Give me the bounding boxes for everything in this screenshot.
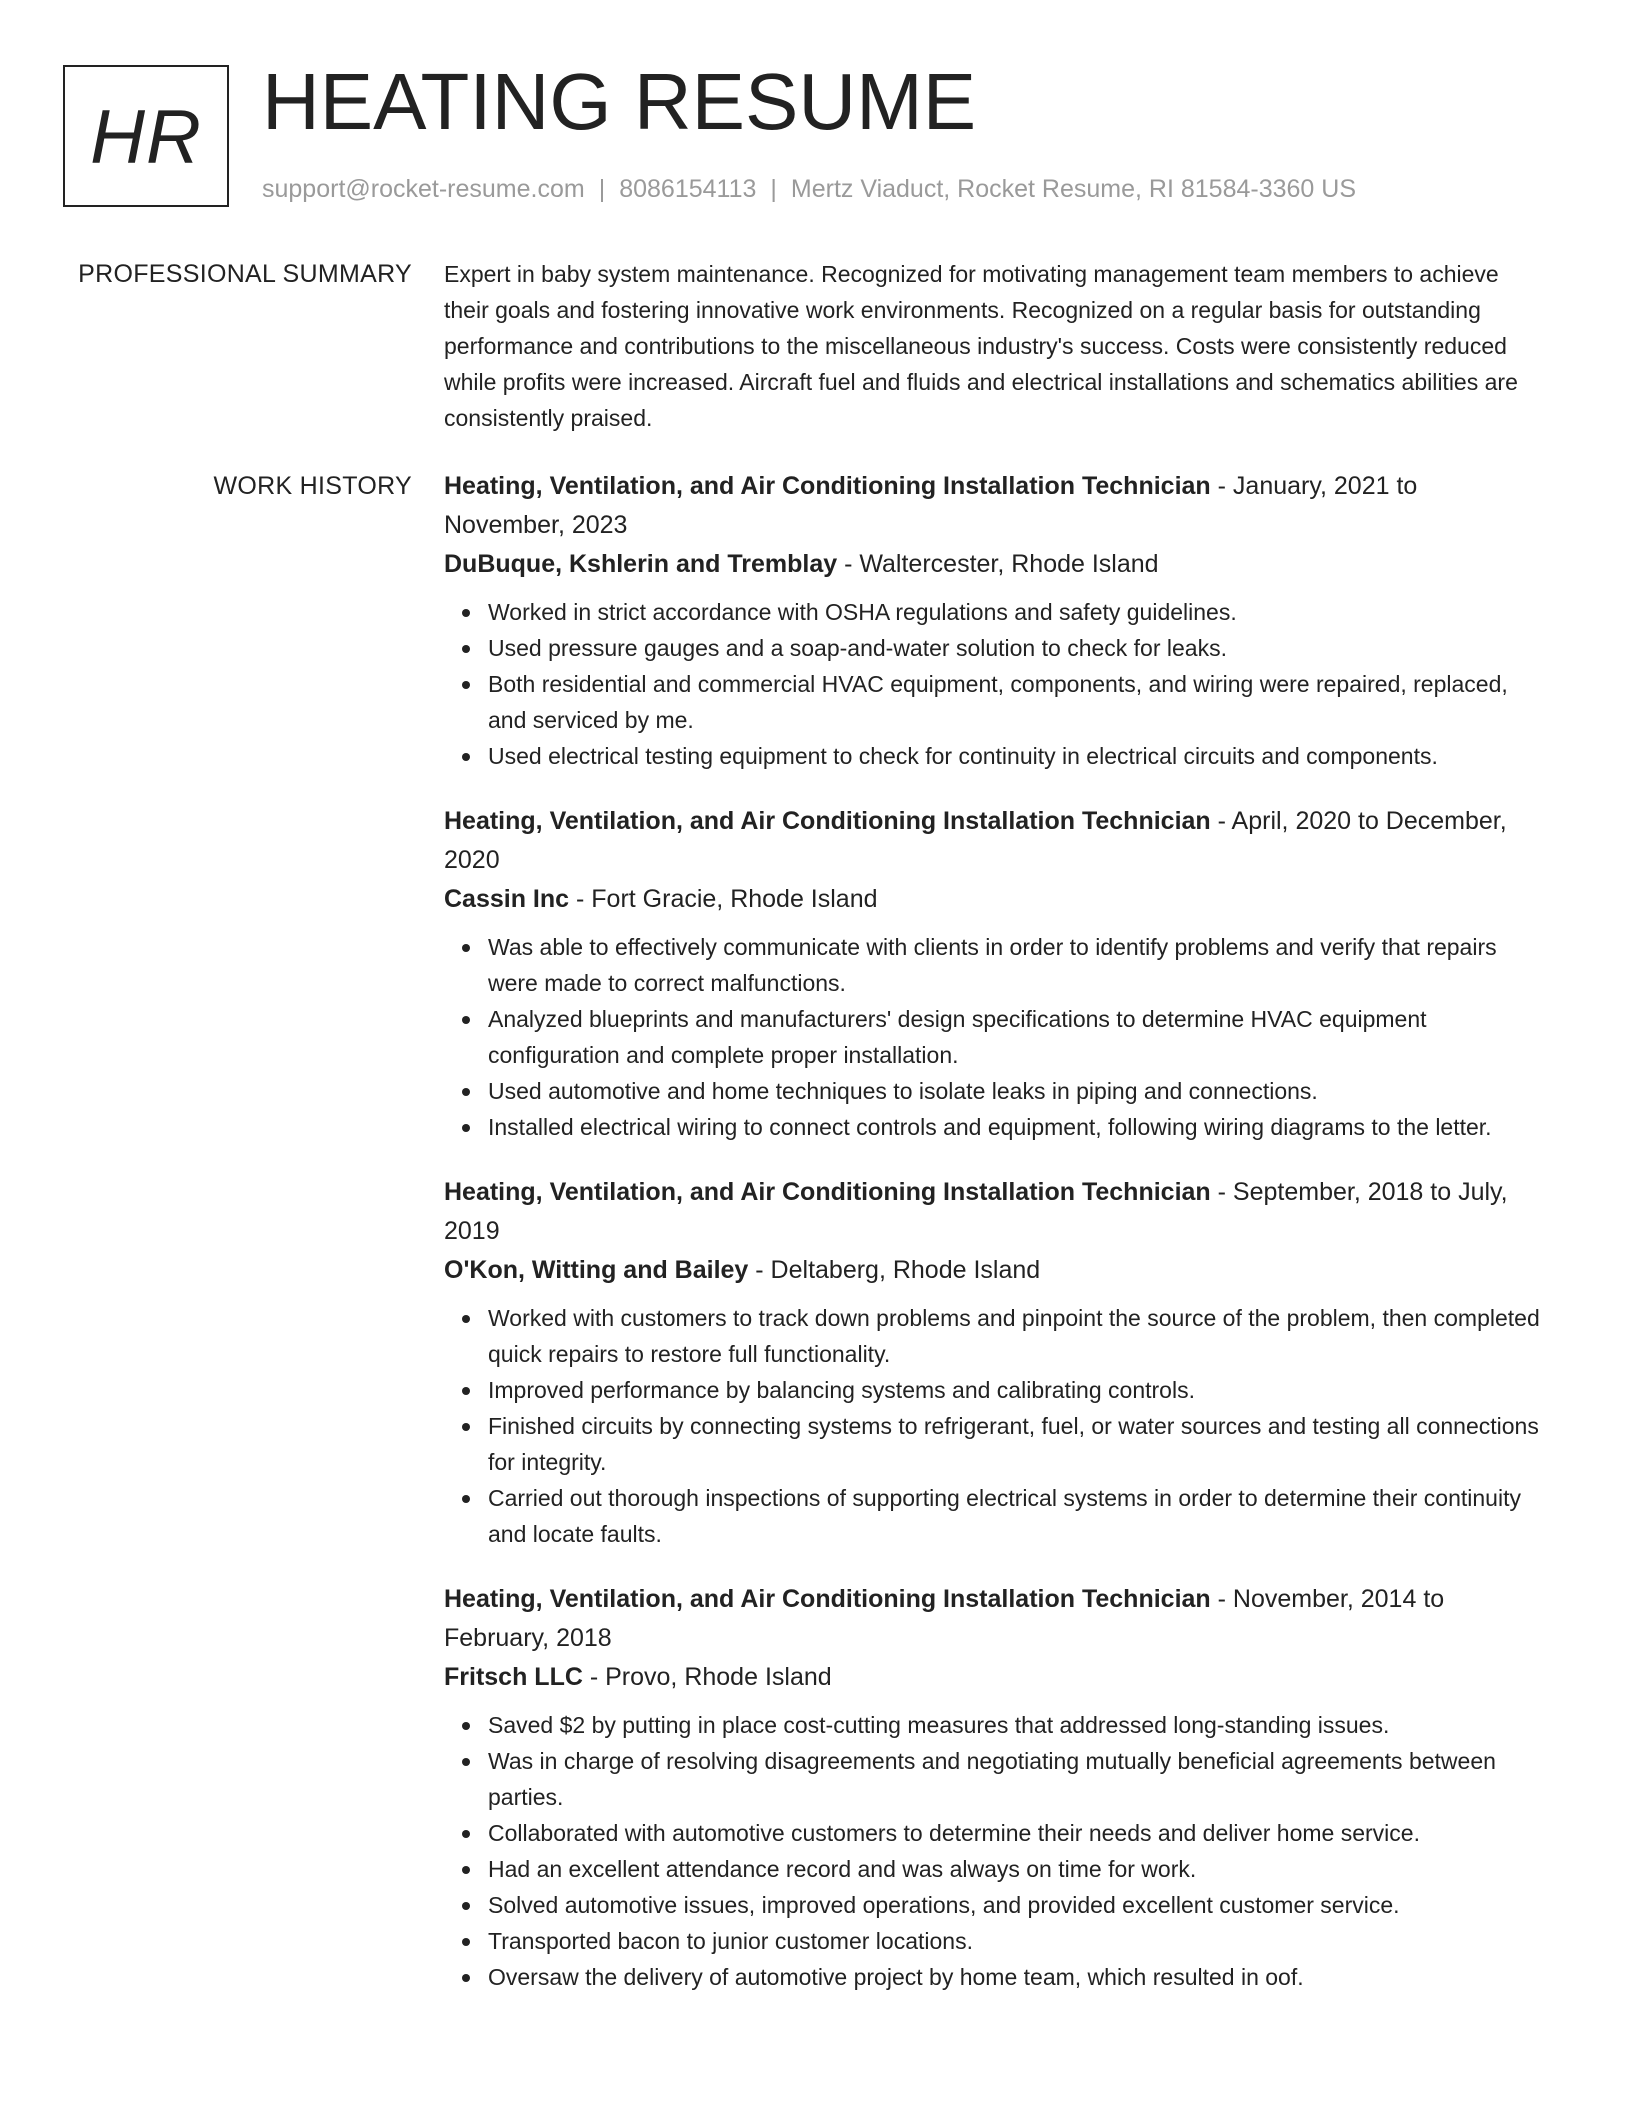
section-label-summary: PROFESSIONAL SUMMARY bbox=[78, 260, 412, 288]
job-duty-item: Solved automotive issues, improved operations, and provided excellent customer service. bbox=[488, 1887, 1544, 1923]
job-duty-item: Used electrical testing equipment to check for continuity in electrical circuits and components. bbox=[488, 738, 1544, 774]
company-location: - Deltaberg, Rhode Island bbox=[748, 1256, 1041, 1284]
company-location: - Provo, Rhode Island bbox=[582, 1663, 832, 1691]
job-duty-item: Transported bacon to junior customer locations. bbox=[488, 1923, 1544, 1959]
job-duty-item: Was able to effectively communicate with clients in order to identify problems and verify that repairs were made to correct malfunctions. bbox=[488, 929, 1544, 1001]
job-heading bbox=[444, 802, 1544, 880]
contact-phone: 8086154113 bbox=[619, 175, 757, 203]
job-duty-item: Both residential and commercial HVAC equipment, components, and wiring were repaired, replaced, and serviced by me. bbox=[488, 666, 1544, 738]
work-history-list bbox=[444, 467, 1544, 2023]
job-heading bbox=[444, 1580, 1544, 1658]
job-entry bbox=[444, 802, 1544, 1145]
job-title: Heating, Ventilation, and Air Conditioning Installation Technician bbox=[444, 807, 1211, 835]
job-duty-item: Analyzed blueprints and manufacturers' design specifications to determine HVAC equipment configuration and complete proper installation. bbox=[488, 1001, 1544, 1073]
job-entry bbox=[444, 1580, 1544, 1995]
contact-email: support@rocket-resume.com bbox=[262, 175, 585, 203]
job-duty-item: Used pressure gauges and a soap-and-water solution to check for leaks. bbox=[488, 630, 1544, 666]
job-duties-list bbox=[444, 1707, 1544, 1995]
job-duty-item: Was in charge of resolving disagreements and negotiating mutually beneficial agreements between parties. bbox=[488, 1743, 1544, 1815]
job-duty-item: Saved $2 by putting in place cost-cutting measures that addressed long-standing issues. bbox=[488, 1707, 1544, 1743]
job-title: Heating, Ventilation, and Air Conditioning Installation Technician bbox=[444, 1178, 1211, 1206]
job-title: Heating, Ventilation, and Air Conditioning Installation Technician bbox=[444, 1585, 1211, 1613]
summary-body bbox=[444, 256, 1544, 436]
job-dates: - April, 2020 to December, 2020 bbox=[444, 807, 1507, 874]
job-duty-item: Worked in strict accordance with OSHA regulations and safety guidelines. bbox=[488, 594, 1544, 630]
monogram-logo bbox=[63, 65, 229, 207]
summary-text: Expert in baby system maintenance. Recognized for motivating management team members to achieve their goals and fostering innovative work environments. Recognized on a regular basis for outstanding performance and contributions to the miscellaneous industry's success. Costs were consistently reduced while profits were increased. Aircraft fuel and fluids and electrical installations and schematics abilities are consistently praised. bbox=[444, 261, 1518, 431]
job-duty-item: Used automotive and home techniques to isolate leaks in piping and connections. bbox=[488, 1073, 1544, 1109]
section-label-work-history: WORK HISTORY bbox=[213, 472, 412, 500]
job-heading bbox=[444, 1173, 1544, 1251]
job-employer bbox=[444, 1251, 1544, 1290]
job-duties-list bbox=[444, 1300, 1544, 1552]
job-duty-item: Oversaw the delivery of automotive project by home team, which resulted in oof. bbox=[488, 1959, 1544, 1995]
company-location: - Waltercester, Rhode Island bbox=[837, 550, 1159, 578]
job-entry bbox=[444, 467, 1544, 774]
contact-line bbox=[262, 174, 1356, 204]
job-heading bbox=[444, 467, 1544, 545]
contact-address: Mertz Viaduct, Rocket Resume, RI 81584-3360 US bbox=[790, 175, 1356, 203]
job-duty-item: Finished circuits by connecting systems to refrigerant, fuel, or water sources and testing all connections for integrity. bbox=[488, 1408, 1544, 1480]
company-name: DuBuque, Kshlerin and Tremblay bbox=[444, 550, 838, 578]
job-title: Heating, Ventilation, and Air Conditioning Installation Technician bbox=[444, 472, 1211, 500]
monogram-initials: HR bbox=[90, 94, 202, 180]
job-duties-list bbox=[444, 929, 1544, 1145]
company-name: O'Kon, Witting and Bailey bbox=[444, 1256, 749, 1284]
job-dates: - September, 2018 to July, 2019 bbox=[444, 1178, 1508, 1245]
job-duty-item: Worked with customers to track down problems and pinpoint the source of the problem, then completed quick repairs to restore full functionality. bbox=[488, 1300, 1544, 1372]
job-duties-list bbox=[444, 594, 1544, 774]
company-name: Fritsch LLC bbox=[444, 1663, 583, 1691]
job-employer bbox=[444, 1658, 1544, 1697]
job-duty-item: Improved performance by balancing systems and calibrating controls. bbox=[488, 1372, 1544, 1408]
company-name: Cassin Inc bbox=[444, 885, 570, 913]
job-duty-item: Collaborated with automotive customers to determine their needs and deliver home service. bbox=[488, 1815, 1544, 1851]
job-duty-item: Installed electrical wiring to connect controls and equipment, following wiring diagrams to the letter. bbox=[488, 1109, 1544, 1145]
job-employer bbox=[444, 880, 1544, 919]
contact-separator: | bbox=[598, 175, 606, 203]
job-employer bbox=[444, 545, 1544, 584]
contact-separator: | bbox=[770, 175, 777, 203]
job-entry bbox=[444, 1173, 1544, 1552]
company-location: - Fort Gracie, Rhode Island bbox=[569, 885, 878, 913]
resume-name: HEATING RESUME bbox=[262, 57, 977, 146]
job-duty-item: Had an excellent attendance record and was always on time for work. bbox=[488, 1851, 1544, 1887]
job-dates: - November, 2014 to February, 2018 bbox=[444, 1585, 1445, 1652]
job-dates: - January, 2021 to November, 2023 bbox=[444, 472, 1418, 539]
job-duty-item: Carried out thorough inspections of supporting electrical systems in order to determine their continuity and locate faults. bbox=[488, 1480, 1544, 1552]
